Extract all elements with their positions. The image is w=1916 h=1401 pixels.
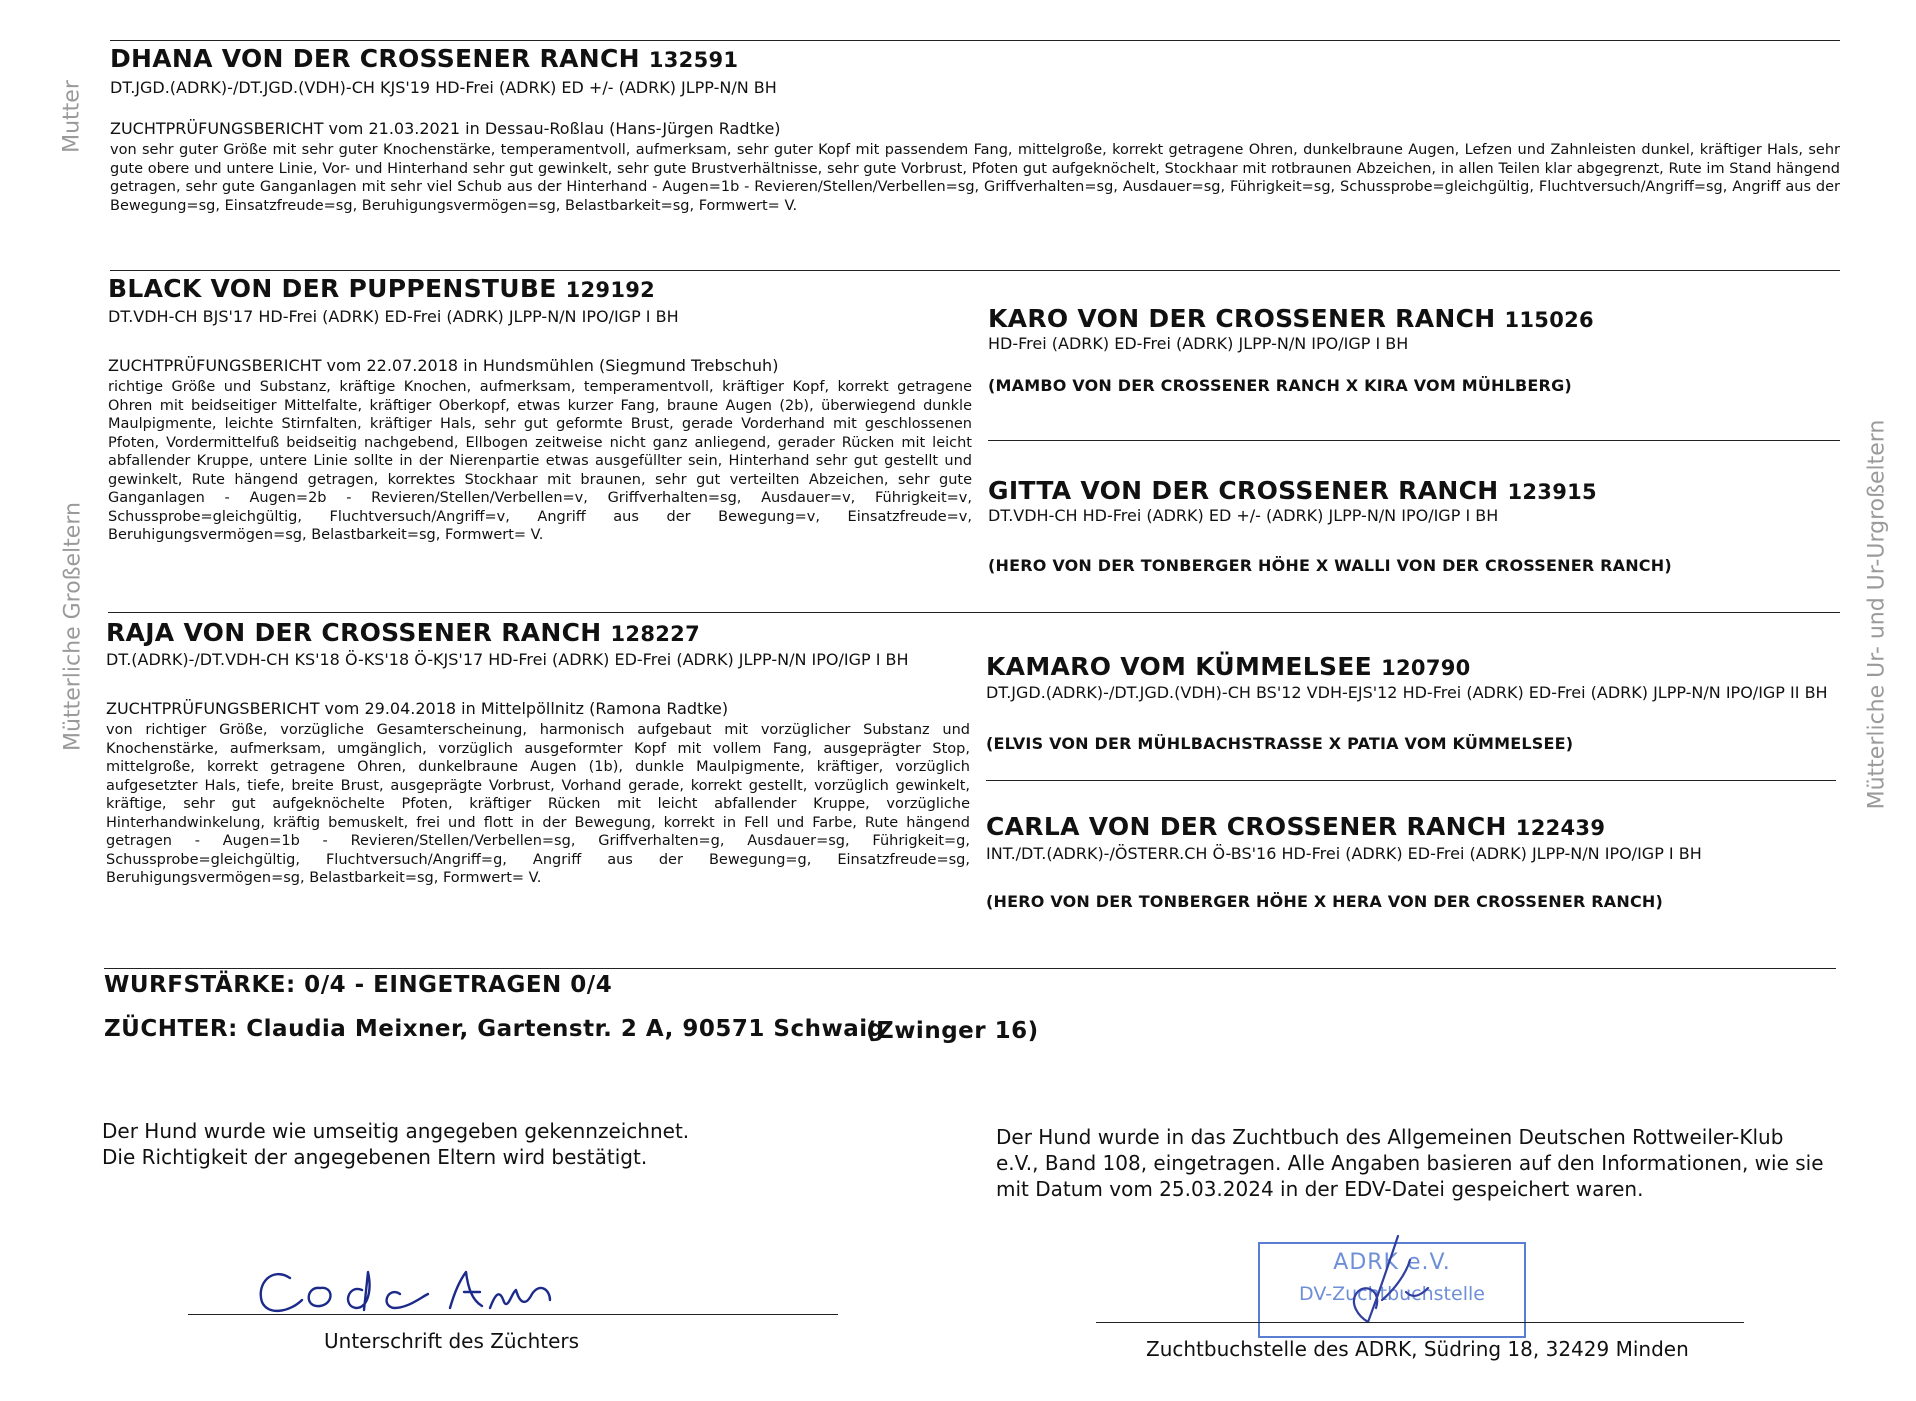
divider-right-1 xyxy=(988,440,1840,441)
side-label-mother: Mutter xyxy=(59,80,85,153)
mother-name: DHANA VON DER CROSSENER RANCH 132591 xyxy=(110,44,739,73)
footer-right-text: Der Hund wurde in das Zuchtbuch des Allgemeinen Deutschen Rottweiler-Klub e.V., Band 108, eingetragen. Alle Angaben basieren auf den Informationen, wie sie mit Datum vom 25.03.2024 in der EDV-Datei gespeichert waren. xyxy=(996,1125,1824,1201)
registry-signature-line xyxy=(1096,1322,1744,1323)
grandfather-report-text: richtige Größe und Substanz, kräftige Knochen, aufmerksam, temperamentvoll, kräftiger Kopf, korrekt getragene Ohren mit beidseitiger Mittelfalte, kräftiger Oberkopf, etwas kurzer Fang, braune Augen (2b), überwiegend dunkle Maulpigmente, leichte Stirnfalten, kräftiger Hals, sehr gut geformte Brust, gerade Vorderhand mit geschlossenen Pfoten, Vordermittelfuß beidseitig nachgebend, Ellbogen zeitweise nicht ganz anliegend, gerader Rücken mit leicht abfallender Kruppe, untere Linie sollte in der Nierenpartie etwas ausgefüllter sein, Hinterhand sehr gut gestellt und gewinkelt, Rute hängend getragen, korrektes Stockhaar mit braunen, sehr gut verteilten Abzeichen, sehr gute Ganganlagen - Augen=2b - Revieren/Stellen/Verbellen=v, Griffverhalten=sg, Ausdauer=v, Führigkeit=v, Schussprobe=gleichgültig, Fluchtversuch/Angriff=v, Angriff aus der Bewegung=v, Einsatzfreude=v, Beruhigungsvermögen=sg, Belastbarkeit=sg, Formwert= V. xyxy=(108,379,972,543)
great1-titles: HD-Frei (ADRK) ED-Frei (ADRK) JLPP-N/N IPO/IGP I BH xyxy=(988,334,1409,353)
kennel-info: (Zwinger 16) xyxy=(866,1018,1039,1044)
mother-titles: DT.JGD.(ADRK)-/DT.JGD.(VDH)-CH KJS'19 HD-Frei (ADRK) ED +/- (ADRK) JLPP-N/N BH xyxy=(110,78,777,97)
great3-name: KAMARO VOM KÜMMELSEE 120790 xyxy=(986,652,1471,681)
great2-titles: DT.VDH-CH HD-Frei (ADRK) ED +/- (ADRK) JLPP-N/N IPO/IGP I BH xyxy=(988,506,1499,525)
grandfather-number: 129192 xyxy=(565,278,656,302)
grandfather-titles: DT.VDH-CH BJS'17 HD-Frei (ADRK) ED-Frei (ADRK) JLPP-N/N IPO/IGP I BH xyxy=(108,307,679,326)
footer-left-line2: Die Richtigkeit der angegebenen Eltern wird bestätigt. xyxy=(102,1145,648,1169)
litter-info: WURFSTÄRKE: 0/4 - EINGETRAGEN 0/4 xyxy=(104,972,613,998)
great3-titles: DT.JGD.(ADRK)-/DT.JGD.(VDH)-CH BS'12 VDH-EJS'12 HD-Frei (ADRK) ED-Frei (ADRK) JLPP-N/N IPO/IGP II BH xyxy=(986,683,1828,702)
stamp-line1: ADRK e.V. xyxy=(1333,1250,1451,1275)
breeder-info: ZÜCHTER: Claudia Meixner, Gartenstr. 2 A, 90571 Schwaig xyxy=(104,1016,885,1042)
grandmother-report-text: von richtiger Größe, vorzügliche Gesamterscheinung, harmonisch aufgebaut mit vorzüglicher Substanz und Knochenstärke, aufmerksam, umgänglich, vorzüglich ausgeformter Kopf mit vollem Fang, ausgeprägter Stop, mittelgroße, korrekt getragene Ohren, dunkelbraune Augen (1b), dunkle Maulpigmente, kräftiger, vorzüglich aufgesetzter Hals, tiefe, breite Brust, ausgeprägte Vorbrust, Vorhand gerade, korrekt gestellt, vorzüglich gewinkelt, kräftige, sehr gut aufgeknöchelte Pfoten, kräftiger Rücken mit leicht abfallender Kruppe, vorzügliche Hinterhandwinkelung, kräftig bemuskelt, frei und flott in der Bewegung, korrekt in Fell und Farbe, Rute hängend getragen - Augen=1b - Revieren/Stellen/Verbellen=sg, Griffverhalten=g, Ausdauer=sg, Führigkeit=g, Schussprobe=gleichgültig, Fluchtversuch/Angriff=g, Angriff aus der Bewegung=g, Einsatzfreude=sg, Beruhigungsvermögen=sg, Belastbarkeit=sg, Formwert= V. xyxy=(106,722,970,886)
divider-3 xyxy=(104,968,1836,969)
grandmother-number: 128227 xyxy=(610,622,700,646)
grandmother-titles: DT.(ADRK)-/DT.VDH-CH KS'18 Ö-KS'18 Ö-KJS'17 HD-Frei (ADRK) ED-Frei (ADRK) JLPP-N/N IPO/IGP I BH xyxy=(106,650,909,669)
footer-left-text xyxy=(102,1118,742,1170)
mother-report-text: von sehr guter Größe mit sehr guter Knochenstärke, temperamentvoll, aufmerksam, sehr guter Kopf mit passendem Fang, mittelgroße, korrekt getragene Ohren, dunkelbraune Augen, Lefzen und Zahnleisten dunkel, kräftiger Hals, sehr gute obere und untere Linie, Vor- und Hinterhand sehr gut gewinkelt, sehr gute Brustverhältnisse, sehr gute Vorbrust, Pfoten gut aufgeknöchelt, Stockhaar mit rotbraunen Abzeichen, in allen Teilen klar abgegrenzt, Rute im Stand hängend getragen, sehr gute Ganganlagen mit sehr viel Schub aus der Hinterhand - Augen=1b - Revieren/Stellen/Verbellen=sg, Griffverhalten=sg, Ausdauer=sg, Führigkeit=sg, Schussprobe=gleichgültig, Fluchtversuch/Angriff=sg, Angriff aus der Bewegung=sg, Einsatzfreude=sg, Beruhigungsvermögen=sg, Belastbarkeit=sg, Formwert= V. xyxy=(110,142,1840,214)
great2-parents: (HERO VON DER TONBERGER HÖHE X WALLI VON DER CROSSENER RANCH) xyxy=(988,556,1672,575)
divider-top xyxy=(110,40,1840,41)
great4-name: CARLA VON DER CROSSENER RANCH 122439 xyxy=(986,812,1606,841)
great4-parents: (HERO VON DER TONBERGER HÖHE X HERA VON DER CROSSENER RANCH) xyxy=(986,892,1664,911)
breeder-signature-line xyxy=(188,1314,838,1315)
footer-left-line1: Der Hund wurde wie umseitig angegeben gekennzeichnet. xyxy=(102,1119,690,1143)
great3-number: 120790 xyxy=(1381,656,1471,680)
great2-name: GITTA VON DER CROSSENER RANCH 123915 xyxy=(988,476,1597,505)
divider-2 xyxy=(108,612,1840,613)
grandfather-name: BLACK VON DER PUPPENSTUBE 129192 xyxy=(108,274,656,303)
great2-number: 123915 xyxy=(1507,480,1597,504)
side-label-great-grandparents: Mütterliche Ur- und Ur-Urgroßeltern xyxy=(1864,419,1890,810)
great3-parents: (ELVIS VON DER MÜHLBACHSTRASSE X PATIA VOM KÜMMELSEE) xyxy=(986,734,1574,753)
mother-report-heading: ZUCHTPRÜFUNGSBERICHT vom 21.03.2021 in Dessau-Roßlau (Hans-Jürgen Radtke) xyxy=(110,119,781,138)
great1-name: KARO VON DER CROSSENER RANCH 115026 xyxy=(988,304,1594,333)
registry-label: Zuchtbuchstelle des ADRK, Südring 18, 32429 Minden xyxy=(1146,1337,1689,1361)
registry-signature xyxy=(1310,1230,1450,1340)
great1-parents: (MAMBO VON DER CROSSENER RANCH X KIRA VOM MÜHLBERG) xyxy=(988,376,1572,395)
divider-right-2 xyxy=(986,780,1836,781)
great1-number: 115026 xyxy=(1504,308,1594,332)
grandfather-report-heading: ZUCHTPRÜFUNGSBERICHT vom 22.07.2018 in Hundsmühlen (Siegmund Trebschuh) xyxy=(108,356,779,375)
great4-titles: INT./DT.(ADRK)-/ÖSTERR.CH Ö-BS'16 HD-Frei (ADRK) ED-Frei (ADRK) JLPP-N/N IPO/IGP I BH xyxy=(986,844,1702,863)
grandmother-report-heading: ZUCHTPRÜFUNGSBERICHT vom 29.04.2018 in Mittelpöllnitz (Ramona Radtke) xyxy=(106,699,729,718)
breeder-signature-label: Unterschrift des Züchters xyxy=(324,1329,580,1353)
side-label-grandparents: Mütterliche Großeltern xyxy=(60,502,86,751)
grandmother-name: RAJA VON DER CROSSENER RANCH 128227 xyxy=(106,618,700,647)
stamp-line2: DV-Zuchtbuchstelle xyxy=(1299,1283,1485,1305)
mother-number: 132591 xyxy=(648,48,739,72)
great4-number: 122439 xyxy=(1515,816,1606,840)
divider-1 xyxy=(110,270,1840,271)
breeder-signature xyxy=(250,1250,590,1330)
